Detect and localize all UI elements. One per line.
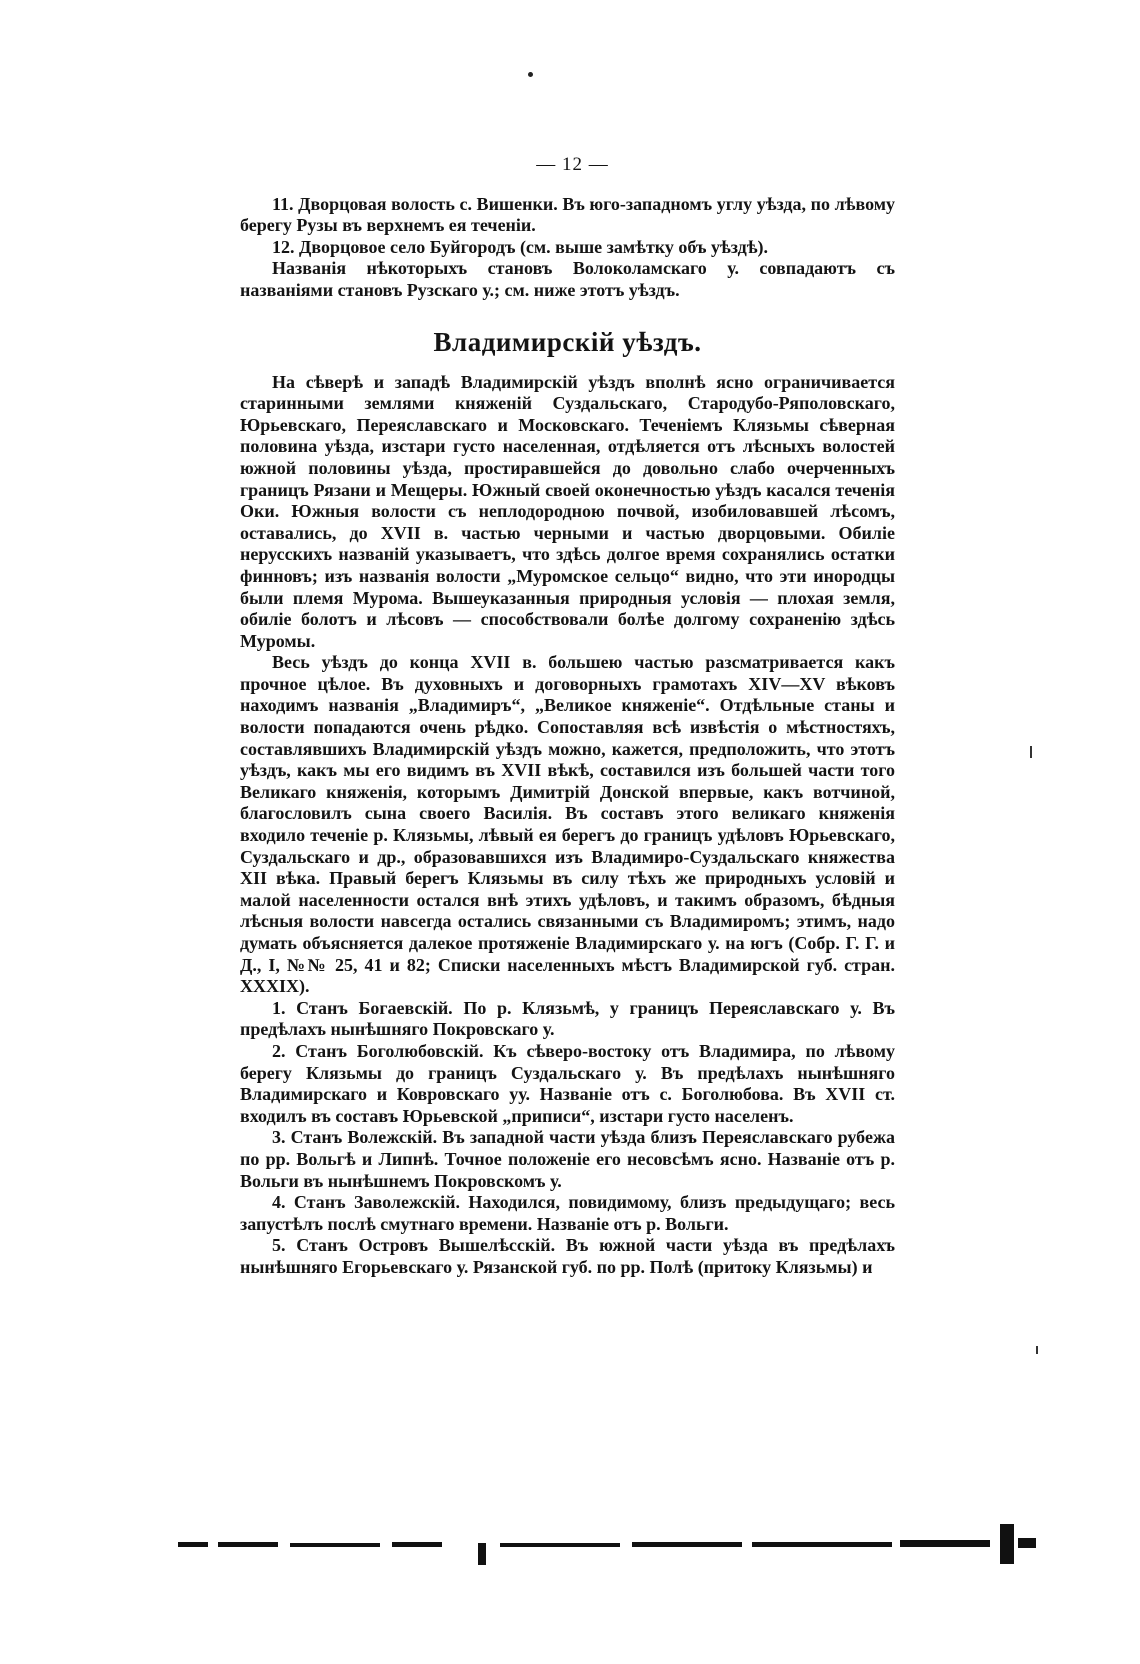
body-paragraph-2: Весь уѣздъ до конца XVII в. большею частью разсматривается какъ прочное цѣлое. Въ духовныхъ и договорныхъ грамотахъ XIV—XV вѣковъ находимъ названія „Владимиръ“, „Великое княженіе“. Отдѣльные станы и волости попадаются очень рѣдко. Сопоставляя всѣ извѣстія о мѣстностяхъ, составлявшихъ Владимирскій уѣздъ можно, кажется, предположить, что этотъ уѣздъ, какъ мы его видимъ въ XVII вѣкѣ, составился изъ большей части того Великаго княженія, которымъ Димитрій Донской впервые, какъ вотчиной, благословилъ сына своего Василія. Въ составъ этого великаго княженія входило теченіе р. Клязьмы, лѣвый ея берегъ до границъ удѣловъ Юрьевскаго, Суздальскаго и др., образовавшихся изъ Владимиро-Суздальскаго княжества XII вѣка. Правый берегъ Клязьмы въ силу тѣхъ же природныхъ условій и малой населенности остался внѣ этихъ удѣловъ, и такимъ образомъ, бѣдныя лѣсныя волости навсегда остались связанными съ Владимиромъ; этимъ, надо думать объясняется далекое протяженіе Владимирскаго у. на югъ (Собр. Г. Г. и Д., I, №№ 25, 41 и 82; Списки населенныхъ мѣстъ Владимирской губ. стран. XXXIX). [240,652,895,997]
scan-edge-segment [392,1542,442,1547]
scan-edge-segment [1000,1524,1014,1564]
scan-bottom-edge [0,1520,1140,1580]
list-item-11: 11. Дворцовая волость с. Вишенки. Въ юго-западномъ углу уѣзда, по лѣвому берегу Рузы въ верхнемъ ея теченіи. [240,193,895,236]
list-item-2: 2. Станъ Боголюбовскій. Къ сѣверо-востоку отъ Владимира, по лѣвому берегу Клязьмы до границъ Суздальскаго у. Въ предѣлахъ нынѣшняго Владимирскаго и Ковровскаго уу. Названіе отъ с. Боголюбова. Въ XVII ст. входилъ въ составъ Юрьевской „приписи“, изстари густо населенъ. [240,1040,895,1126]
list-item-1: 1. Станъ Богаевскій. По р. Клязьмѣ, у границъ Переяславскаго у. Въ предѣлахъ нынѣшняго Покровскаго у. [240,997,895,1040]
scan-edge-segment [752,1542,892,1547]
scan-edge-segment [478,1543,486,1565]
scan-speck [1030,746,1032,758]
list-item-3: 3. Станъ Волежскій. Въ западной части уѣзда близъ Переяславскаго рубежа по рр. Вольгѣ и Липнѣ. Точное положеніе его несовсѣмъ ясно. Названіе отъ р. Вольги въ нынѣшнемъ Покровскомъ у. [240,1127,895,1191]
scan-edge-segment [218,1542,278,1547]
list-item-5: 5. Станъ Островъ Вышелѣсскій. Въ южной части уѣзда въ предѣлахъ нынѣшняго Егорьевскаго у. Рязанской губ. по рр. Полѣ (притоку Клязьмы) и [240,1235,895,1277]
body-paragraph-1: На сѣверѣ и западѣ Владимирскій уѣздъ вполнѣ ясно ограничивается старинными землями княженій Суздальскаго, Стародубо-Ряполовскаго, Юрьевскаго, Переяславскаго и Московскаго. Теченіемъ Клязьмы сѣверная половина уѣзда, изстари густо населенная, отдѣляется отъ лѣсныхъ волостей южной половины уѣзда, простиравшейся до довольно слабо очерченныхъ границъ Рязани и Мещеры. Южный своей оконечностью уѣздъ касался теченія Оки. Южныя волости съ неплодородною почвой, изобиловавшей лѣсомъ, оставались, до XVII в. частью черными и частью дворцовыми. Обиліе нерусскихъ названій указываетъ, что здѣсь долгое время сохранялись остатки финновъ; изъ названія волости „Муромское сельцо“ видно, что эти инородцы были племя Мурома. Вышеуказанныя природныя условія — плохая земля, обиліе болотъ и лѣсовъ — способствовали болѣе долгому сохраненію здѣсь Муромы. [240,371,895,651]
scan-edge-segment [500,1543,620,1547]
scan-edge-segment [178,1542,208,1547]
section-title: Владимирскій уѣздъ. [433,326,702,357]
page-number: — 12 — [536,154,609,175]
list-item-12: 12. Дворцовое село Буйгородъ (см. выше замѣтку объ уѣздѣ). [272,236,769,257]
note-paragraph: Названія нѣкоторыхъ становъ Волоколамскаго у. совпадаютъ съ названіями становъ Рузскаго у.; см. ниже этотъ уѣздъ. [240,258,895,300]
list-item-4: 4. Станъ Заволежскій. Находился, повидимому, близъ предыдущаго; весь запустѣлъ послѣ смутнаго времени. Названіе отъ р. Вольги. [240,1192,895,1234]
scan-speck [1036,1346,1038,1354]
scan-edge-segment [900,1540,990,1547]
scan-edge-segment [632,1542,742,1547]
scan-dot [528,72,533,77]
scan-edge-segment [290,1543,380,1547]
scan-edge-segment [1018,1538,1036,1548]
page-text-block [240,154,895,1279]
